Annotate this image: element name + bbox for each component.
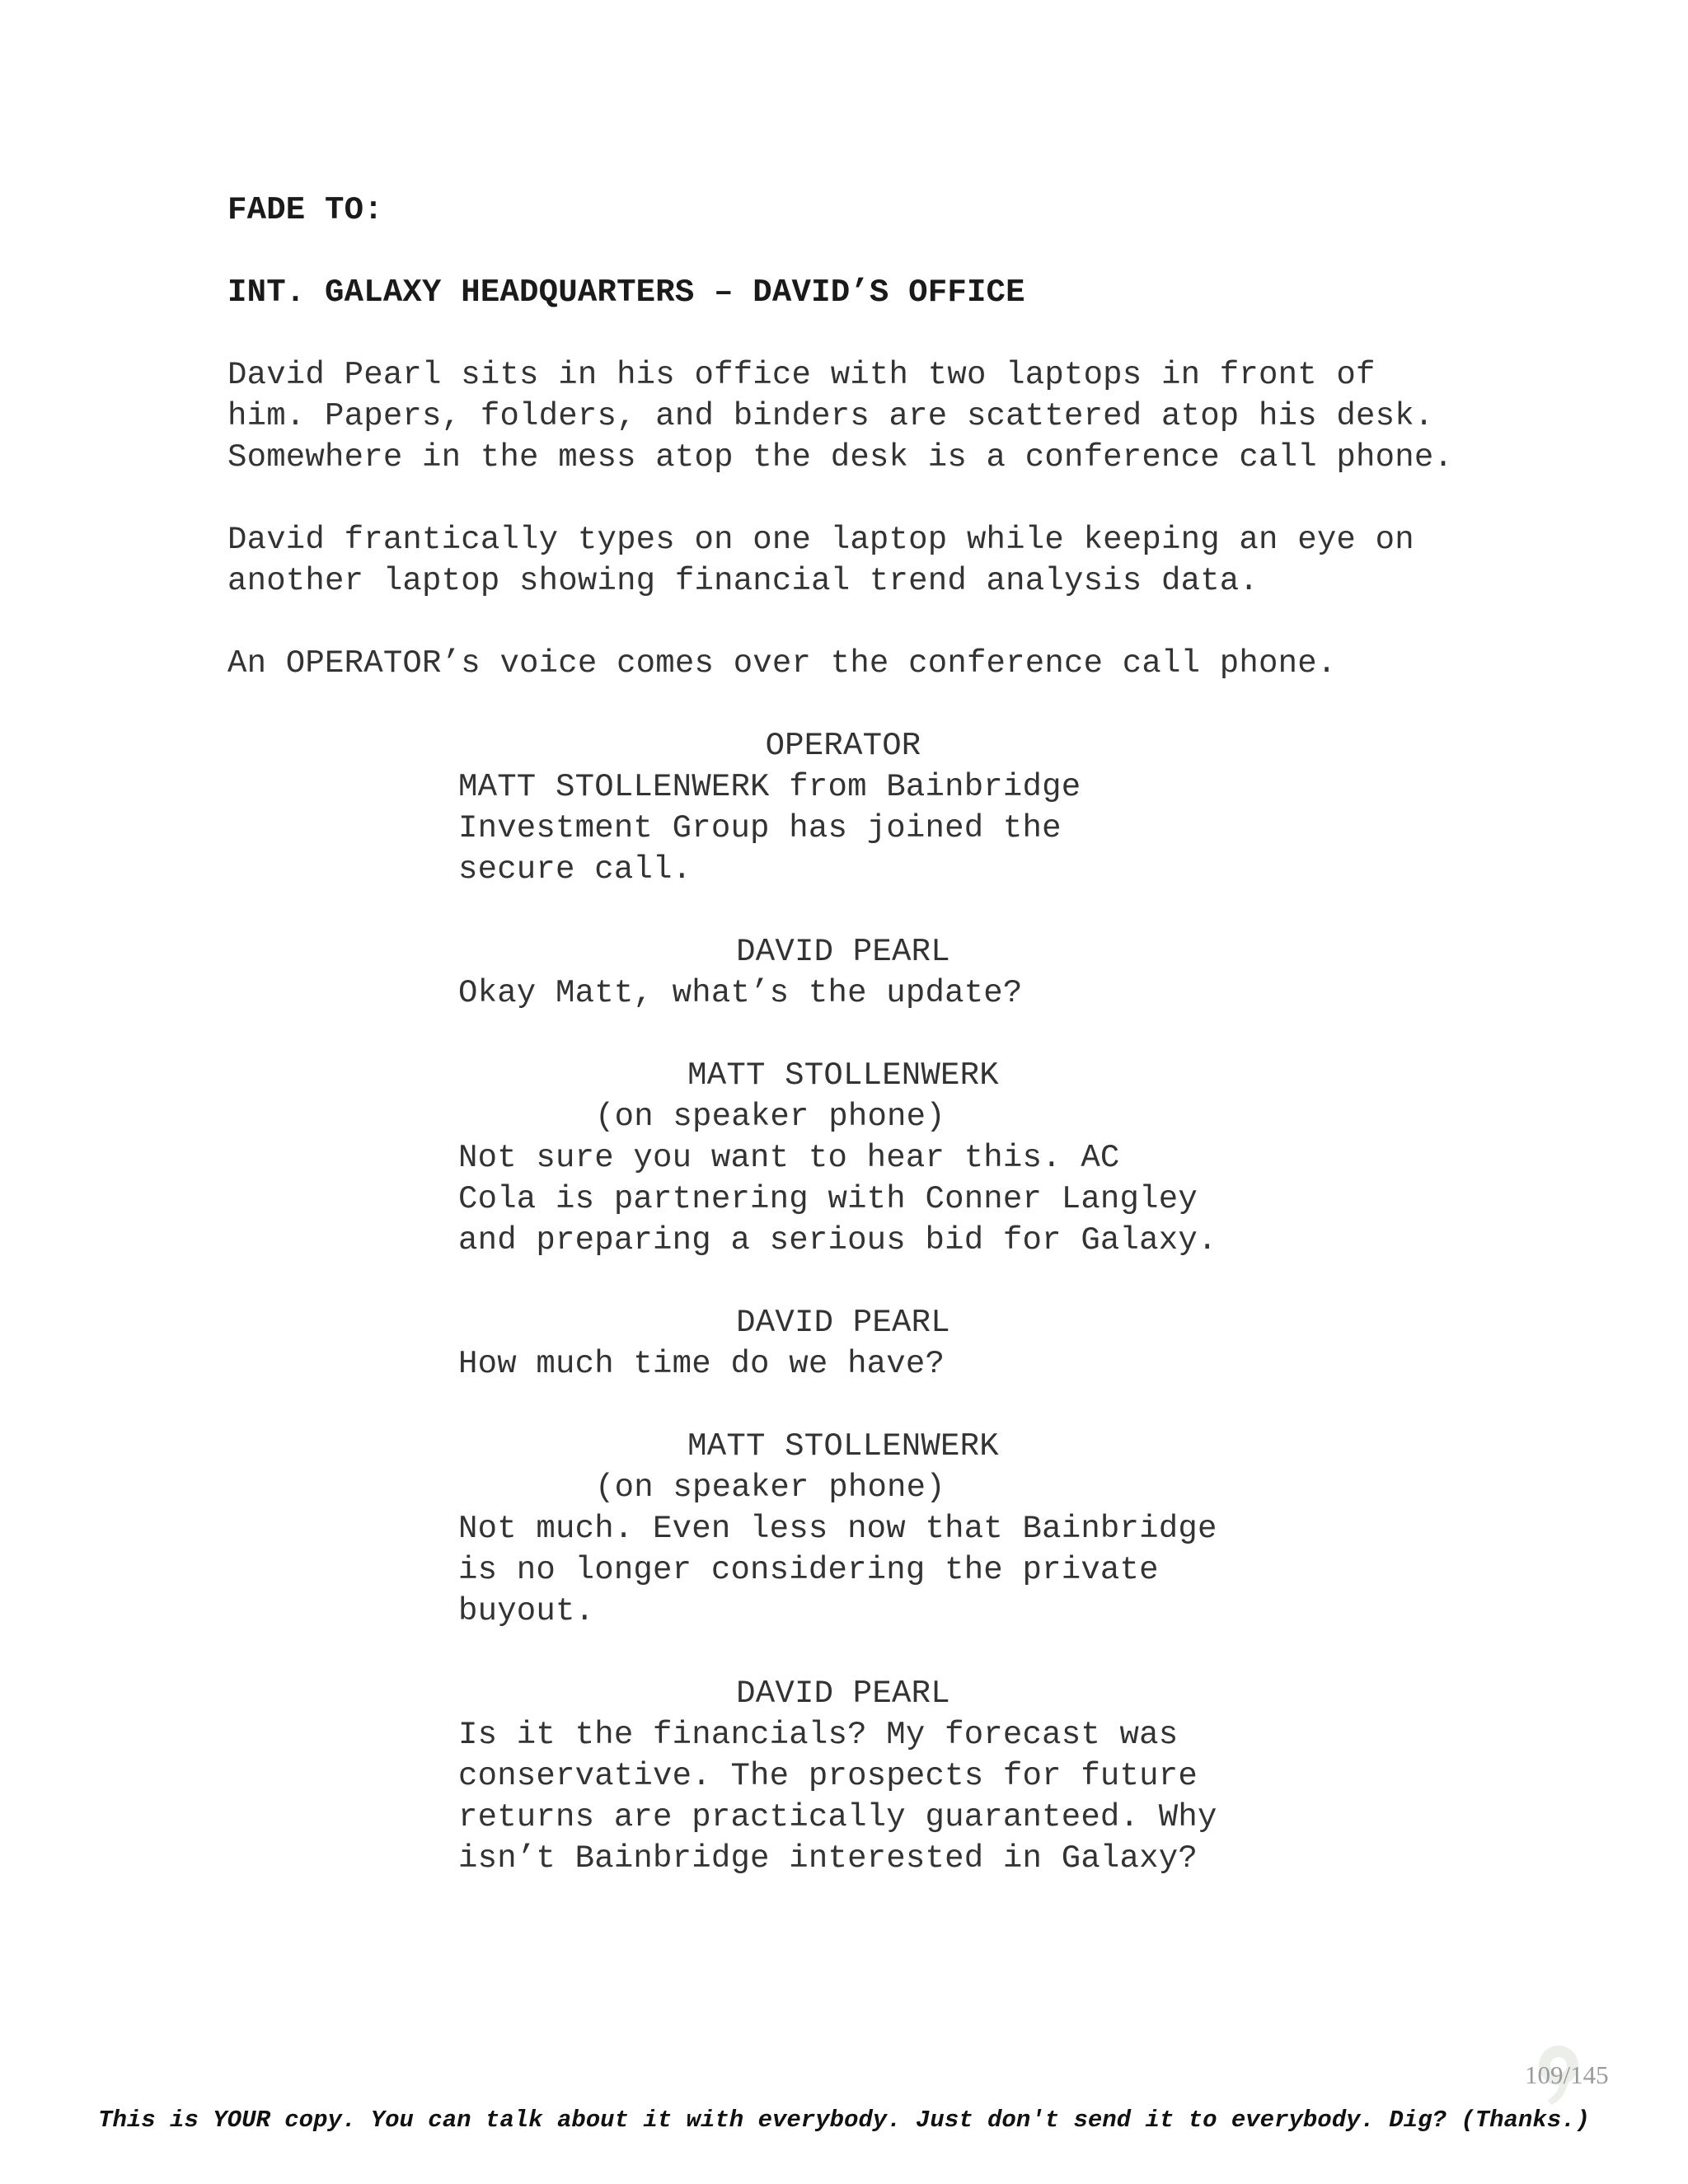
dialogue-line: Is it the financials? My forecast was: [458, 1717, 1179, 1753]
parenthetical: (on speaker phone): [595, 1469, 945, 1506]
character-name: MATT STOLLENWERK: [687, 1057, 999, 1094]
action-line: Somewhere in the mess atop the desk is a conference call phone.: [227, 439, 1454, 476]
dialogue-line: secure call.: [458, 851, 692, 888]
dialogue-line: and preparing a serious bid for Galaxy.: [458, 1222, 1217, 1258]
dialogue-line: MATT STOLLENWERK from Bainbridge: [458, 769, 1081, 805]
dialogue-line: isn’t Bainbridge interested in Galaxy?: [458, 1840, 1198, 1877]
footer-notice: This is YOUR copy. You can talk about it with everybody. Just don't send it to everybody. Dig? (Thanks.): [98, 2107, 1590, 2134]
character-name: OPERATOR: [765, 728, 921, 764]
dialogue-line: returns are practically guaranteed. Why: [458, 1799, 1217, 1835]
dialogue-line: Investment Group has joined the: [458, 810, 1062, 846]
action-line: him. Papers, folders, and binders are scattered atop his desk.: [227, 398, 1434, 434]
transition: FADE TO:: [227, 192, 383, 228]
dialogue-line: Okay Matt, what’s the update?: [458, 975, 1023, 1011]
dialogue-line: conservative. The prospects for future: [458, 1758, 1198, 1794]
character-name: DAVID PEARL: [736, 934, 950, 970]
action-line: David frantically types on one laptop while keeping an eye on: [227, 522, 1414, 558]
action-line: An OPERATOR’s voice comes over the conference call phone.: [227, 645, 1337, 682]
parenthetical: (on speaker phone): [595, 1099, 945, 1135]
dialogue-line: How much time do we have?: [458, 1346, 945, 1382]
action-line: David Pearl sits in his office with two laptops in front of: [227, 357, 1376, 393]
page-number: 109/145: [1525, 2060, 1609, 2089]
character-name: MATT STOLLENWERK: [687, 1428, 999, 1465]
character-name: DAVID PEARL: [736, 1305, 950, 1341]
dialogue-line: buyout.: [458, 1593, 595, 1629]
dialogue-line: Not sure you want to hear this. AC: [458, 1140, 1120, 1176]
scene-heading: INT. GALAXY HEADQUARTERS – DAVID’S OFFICE: [227, 274, 1025, 311]
dialogue-line: Cola is partnering with Conner Langley: [458, 1181, 1198, 1217]
dialogue-line: is no longer considering the private: [458, 1552, 1159, 1588]
character-name: DAVID PEARL: [736, 1675, 950, 1712]
action-line: another laptop showing financial trend analysis data.: [227, 563, 1259, 599]
dialogue-line: Not much. Even less now that Bainbridge: [458, 1511, 1217, 1547]
